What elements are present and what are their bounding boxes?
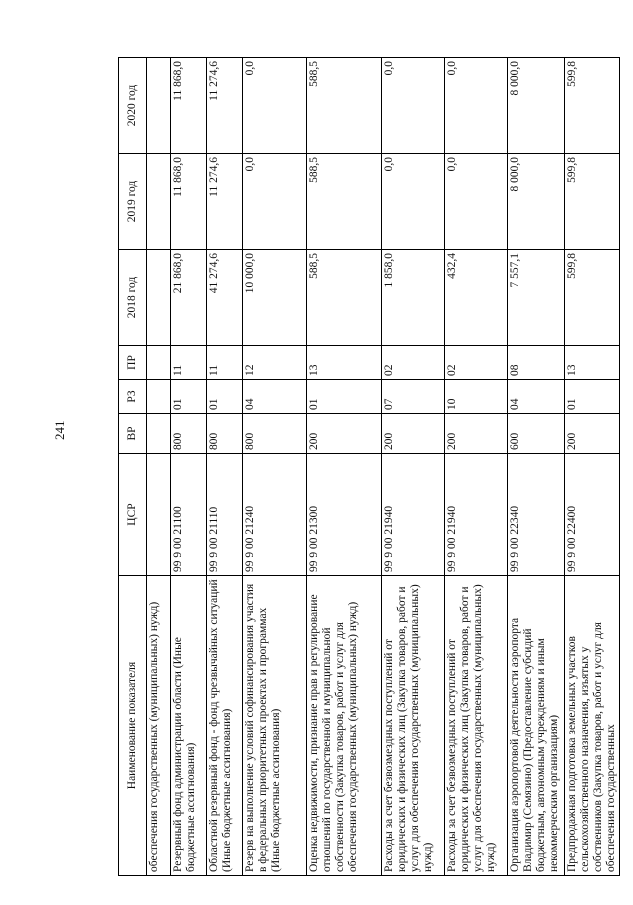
cell-rz: 01 [171,380,207,414]
cell-vr: 200 [382,414,445,454]
table-row [382,58,445,876]
cell-2018: 7 557,1 [508,250,565,346]
cell-rz [147,380,171,414]
cell-2018: 588,5 [307,250,382,346]
table-row [243,58,307,876]
cell-2020: 11 274,6 [207,58,243,154]
cell-2019: 0,0 [382,154,445,250]
cell-csr: 99 9 00 21100 [171,454,207,576]
cell-vr: 600 [508,414,565,454]
cell-vr: 800 [171,414,207,454]
cell-name: Областной резервный фонд - фонд чрезвычайных ситуаций (Иные бюджетные ассигнования) [207,576,243,876]
table-row [565,58,620,876]
cell-2020 [147,58,171,154]
cell-rz: 01 [207,380,243,414]
cell-pr: 11 [171,346,207,380]
cell-2020: 588,5 [307,58,382,154]
cell-2019: 599,8 [565,154,620,250]
cell-name: Предпродажная подготовка земельных участков сельскохозяйственного назначения, изъятых у собственников (Закупка товаров, работ и услуг для обеспечения государственных [565,576,620,876]
cell-2019: 0,0 [445,154,508,250]
cell-vr [147,414,171,454]
cell-2020: 599,8 [565,58,620,154]
table-row [508,58,565,876]
cell-2018: 21 868,0 [171,250,207,346]
cell-vr: 200 [565,414,620,454]
cell-vr: 200 [445,414,508,454]
cell-pr: 12 [243,346,307,380]
cell-2020: 0,0 [243,58,307,154]
cell-name: Резервный фонд администрации области (Иные бюджетные ассигнования) [171,576,207,876]
table-row [171,58,207,876]
cell-name: Оценка недвижимости, признание прав и регулирование отношений по государственной и муниципальной собственности (Закупка товаров, работ и услуг для обеспечения государственных (муниципальных) нужд) [307,576,382,876]
header-name: Наименование показателя [119,576,147,876]
cell-2019 [147,154,171,250]
cell-rz: 10 [445,380,508,414]
header-2019: 2019 год [119,154,147,250]
cell-2020: 0,0 [445,58,508,154]
cell-csr: 99 9 00 21110 [207,454,243,576]
cell-pr: 02 [445,346,508,380]
cell-name: Расходы за счет безвозмездных поступлений от юридических и физических лиц (Закупка товаров, работ и услуг для обеспечения государственных (муниципальных) нужд) [445,576,508,876]
cell-2018: 1 858,0 [382,250,445,346]
cell-2019: 588,5 [307,154,382,250]
header-2018: 2018 год [119,250,147,346]
cell-2018: 10 000,0 [243,250,307,346]
budget-table [118,57,620,876]
cell-2019: 11 274,6 [207,154,243,250]
cell-csr: 99 9 00 22400 [565,454,620,576]
header-rz: РЗ [119,380,147,414]
cell-rz: 04 [508,380,565,414]
cell-vr: 800 [207,414,243,454]
cell-rz: 04 [243,380,307,414]
cell-rz: 01 [565,380,620,414]
cell-pr: 11 [207,346,243,380]
table-row [307,58,382,876]
cell-2019: 0,0 [243,154,307,250]
cell-2020: 8 000,0 [508,58,565,154]
cell-pr: 02 [382,346,445,380]
cell-name: обеспечения государственных (муниципальных) нужд) [147,576,171,876]
rotated-table-container [118,58,617,876]
cell-2020: 11 868,0 [171,58,207,154]
cell-2018: 432,4 [445,250,508,346]
cell-csr: 99 9 00 21940 [445,454,508,576]
table-row [207,58,243,876]
cell-2019: 11 868,0 [171,154,207,250]
cell-name: Резерв на выполнение условий софинансирования участия в федеральных приоритетных проектах и программах (Иные бюджетные ассигнования) [243,576,307,876]
cell-csr: 99 9 00 22340 [508,454,565,576]
cell-rz: 01 [307,380,382,414]
page-number: 241 [52,420,67,440]
header-csr: ЦСР [119,454,147,576]
cell-pr: 13 [307,346,382,380]
cell-vr: 200 [307,414,382,454]
header-2020: 2020 год [119,58,147,154]
header-pr: ПР [119,346,147,380]
table-row [445,58,508,876]
cell-2019: 8 000,0 [508,154,565,250]
cell-2018: 599,8 [565,250,620,346]
cell-pr [147,346,171,380]
cell-csr: 99 9 00 21240 [243,454,307,576]
cell-name: Организация аэропортовой деятельности аэропорта Владимир (Семязино) (Предоставление субсидий бюджетным, автономным учреждениям и иным некоммерческим организациям) [508,576,565,876]
cell-name: Расходы за счет безвозмездных поступлений от юридических и физических лиц (Закупка товаров, работ и услуг для обеспечения государственных (муниципальных) нужд) [382,576,445,876]
cell-csr [147,454,171,576]
cell-vr: 800 [243,414,307,454]
cell-pr: 08 [508,346,565,380]
cell-csr: 99 9 00 21300 [307,454,382,576]
cell-2018: 41 274,6 [207,250,243,346]
table-header-row [119,58,147,876]
header-vr: ВР [119,414,147,454]
cell-2018 [147,250,171,346]
cell-pr: 13 [565,346,620,380]
cell-rz: 07 [382,380,445,414]
cell-csr: 99 9 00 21940 [382,454,445,576]
cell-2020: 0,0 [382,58,445,154]
table-row [147,58,171,876]
